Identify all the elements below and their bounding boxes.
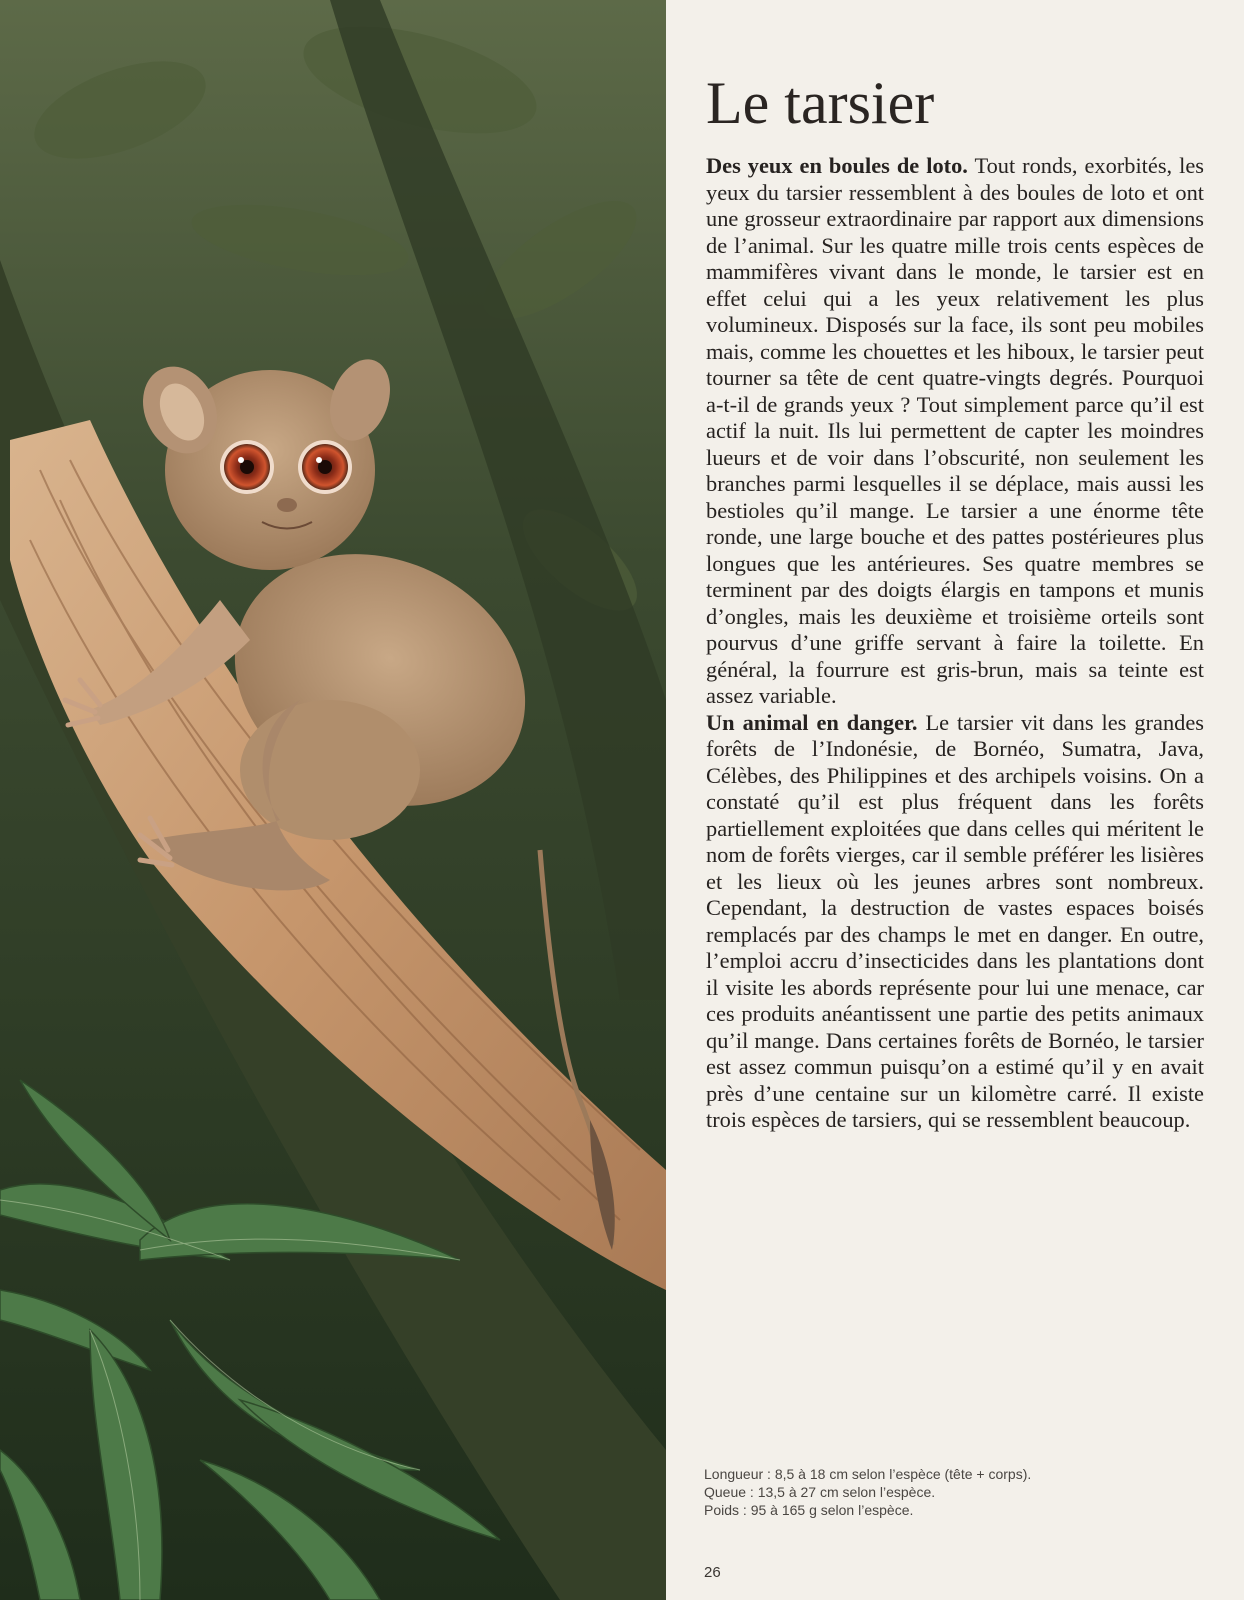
- section-text: Le tarsier vit dans les grandes forêts de l’Indonésie, de Bornéo, Sumatra, Java, Célèbes, des Philippines et des archipels voisins. On a constaté qu’il est plus fréquent dans les forêts partiellement exploitées que dans celles qui méritent le nom de forêts vierges, car il semble préférer les lisières et les lieux où les jeunes arbres sont nombreux. Cependant, la destruction de vastes espaces boisés remplacés par des champs le met en danger. En outre, l’emploi accru d’insecticides dans les plantations dont il visite les abords représente pour lui une menace, car ces produits anéantissent une partie des petits animaux qu’il mange. Dans certaines forêts de Bornéo, le tarsier est assez commun puisqu’on a estimé qu’il y en avait près d’une centaine sur un kilomètre carré. Il existe trois espèces de tarsiers, qui se ressemblent beaucoup.: [706, 709, 1204, 1132]
- species-specs: [704, 1465, 1224, 1519]
- section-text: Tout ronds, exorbités, les yeux du tarsier ressemblent à des boules de loto et ont une grosseur extraordinaire par rapport aux dimensions de l’animal. Sur les quatre mille trois cents espèces de mammifères vivant dans le monde, le tarsier est en effet celui qui a les yeux relativement les plus volumineux. Disposés sur la face, ils sont peu mobiles mais, comme les chouettes et les hiboux, le tarsier peut tourner sa tête de cent quatre-vingts degrés. Pourquoi a-t-il de grands yeux ? Tout simplement parce qu’il est actif la nuit. Ils lui permettent de capter les moindres lueurs et de voir dans l’obscurité, non seulement les branches parmi lesquelles il se déplace, mais aussi les bestioles qu’il mange. Le tarsier a une énorme tête ronde, une large bouche et des pattes postérieures plus longues que les antérieures. Ses quatre membres se terminent par des doigts élargis en tampons et munis d’ongles, mais les deuxième et troisième orteils sont pourvus d’une griffe servant à faire la toilette. En général, la fourrure est gris-brun, mais sa teinte est assez variable.: [706, 153, 1204, 708]
- section-eyes: [706, 153, 1204, 710]
- page-title: Le tarsier: [706, 70, 935, 136]
- text-page: [666, 0, 1244, 1600]
- section-heading: Un animal en danger.: [706, 709, 918, 735]
- article-body: [706, 153, 1204, 1134]
- spec-weight: Poids : 95 à 165 g selon l’espèce.: [704, 1502, 914, 1518]
- spec-tail: Queue : 13,5 à 27 cm selon l’espèce.: [704, 1484, 936, 1500]
- section-danger: [706, 710, 1204, 1134]
- page-number: 26: [704, 1564, 721, 1581]
- spec-length: Longueur : 8,5 à 18 cm selon l’espèce (tête + corps).: [704, 1466, 1032, 1482]
- section-heading: Des yeux en boules de loto.: [706, 153, 968, 178]
